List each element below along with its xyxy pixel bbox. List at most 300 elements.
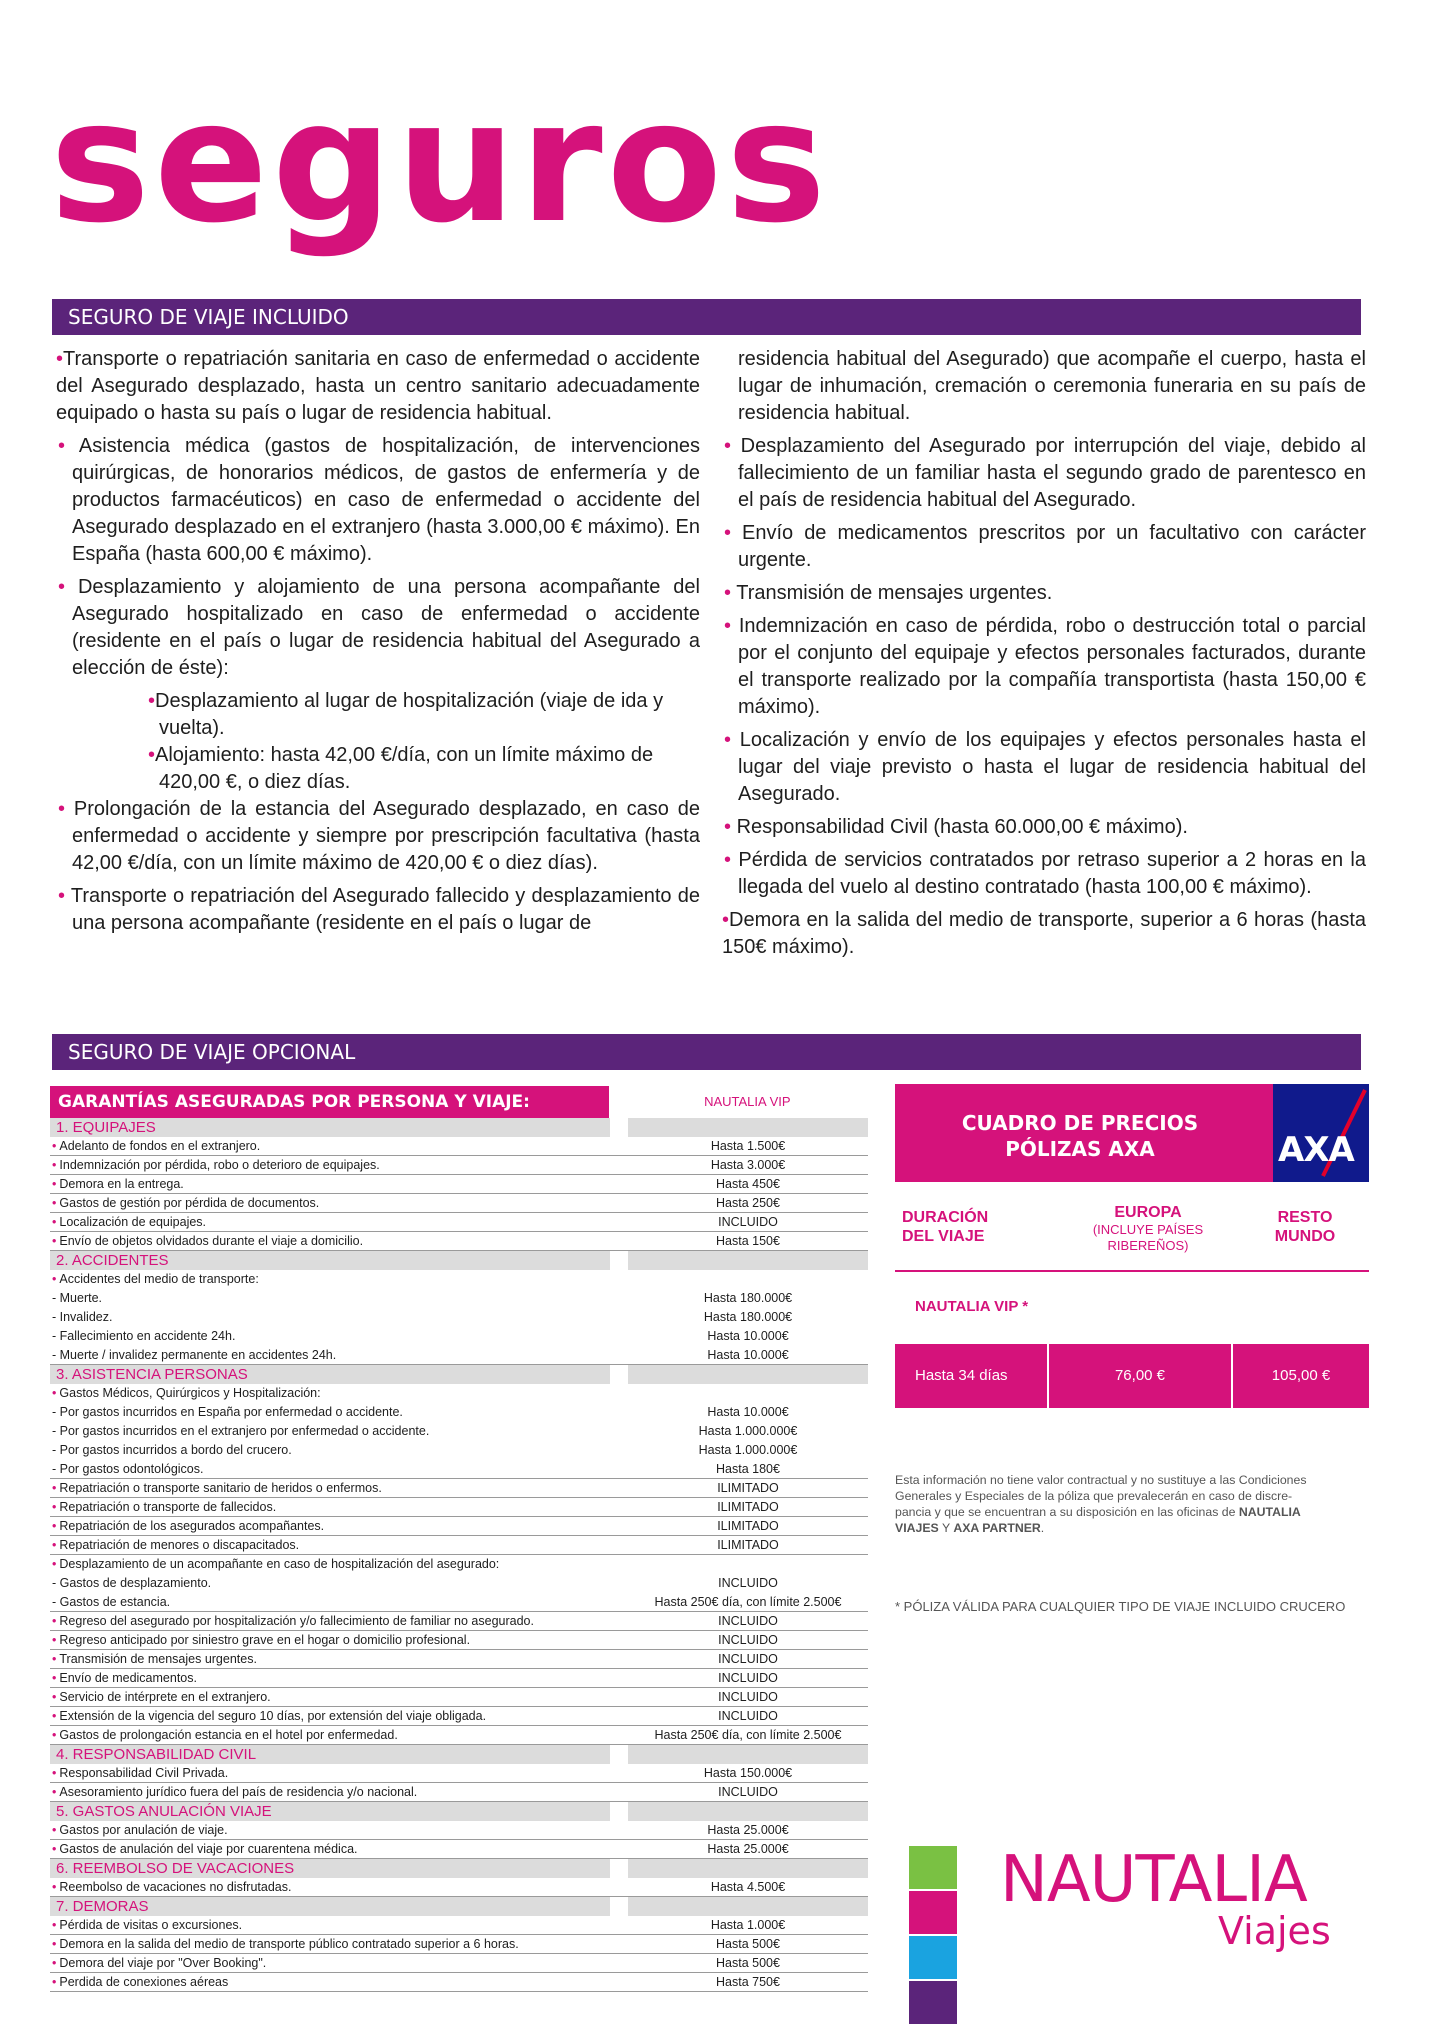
coverage-row bbox=[50, 1726, 868, 1745]
included-left-item-text: Alojamiento: hasta 42,00 €/día, con un límite máximo de 420,00 €, o diez días. bbox=[155, 744, 654, 793]
included-left-item bbox=[56, 883, 700, 937]
included-left-item-text: Asistencia médica (gastos de hospitalización, de intervenciones quirúrgicas, de honorarios médicos, de gastos de enfermería y de productos farmacéuticos) en caso de enfermedad o accidente del Asegurado desplazado en el extranjero (hasta 3.000,00 € máximo). En España (hasta 600,00 € máximo). bbox=[72, 435, 701, 565]
bullet-icon: • bbox=[52, 1937, 57, 1951]
coverage-category-row bbox=[50, 1802, 868, 1821]
coverage-value: Hasta 500€ bbox=[716, 1956, 780, 1970]
coverage-value: Hasta 450€ bbox=[716, 1177, 780, 1191]
rest-column-header bbox=[1262, 1208, 1348, 1246]
coverage-value: Hasta 1.000.000€ bbox=[698, 1443, 798, 1457]
coverage-value: Hasta 10.000€ bbox=[707, 1329, 789, 1343]
bullet-icon: • bbox=[52, 1614, 57, 1628]
coverage-table-title: GARANTÍAS ASEGURADAS POR PERSONA Y VIAJE: bbox=[50, 1086, 609, 1118]
coverage-label-text: Localización de equipajes. bbox=[59, 1215, 207, 1229]
included-right-item bbox=[722, 346, 1366, 427]
coverage-label bbox=[50, 1308, 610, 1327]
coverage-label-text: Accidentes del medio de transporte: bbox=[59, 1272, 259, 1286]
coverage-category-row bbox=[50, 1251, 868, 1270]
bullet-icon: • bbox=[52, 1386, 57, 1400]
coverage-row bbox=[50, 1156, 868, 1175]
coverage-row bbox=[50, 1764, 868, 1783]
coverage-label bbox=[50, 1555, 610, 1574]
coverage-label bbox=[50, 1726, 610, 1744]
coverage-label bbox=[50, 1783, 610, 1801]
included-right-item-text: Transmisión de mensajes urgentes. bbox=[736, 582, 1053, 604]
bullet-icon: • bbox=[52, 1196, 57, 1210]
coverage-row bbox=[50, 1650, 868, 1669]
coverage-label bbox=[50, 1612, 610, 1630]
coverage-label bbox=[50, 1878, 610, 1896]
disclaimer-brand-axa: AXA PARTNER bbox=[953, 1521, 1041, 1535]
coverage-value: Hasta 3.000€ bbox=[710, 1158, 786, 1172]
coverage-label bbox=[50, 1346, 610, 1364]
price-duration-cell: Hasta 34 días bbox=[895, 1344, 1047, 1408]
coverage-label bbox=[50, 1954, 610, 1972]
included-left-item bbox=[56, 574, 700, 682]
coverage-value: Hasta 1.000€ bbox=[710, 1918, 786, 1932]
coverage-value: INCLUIDO bbox=[718, 1690, 778, 1704]
bullet-icon: • bbox=[52, 1823, 57, 1837]
coverage-category-label bbox=[50, 1745, 610, 1764]
coverage-row bbox=[50, 1783, 868, 1802]
optional-section-bar: SEGURO DE VIAJE OPCIONAL bbox=[52, 1034, 1361, 1070]
coverage-value bbox=[628, 1365, 868, 1384]
coverage-label bbox=[50, 1384, 610, 1403]
bullet-icon: • bbox=[52, 1956, 57, 1970]
included-right-item-text: residencia habitual del Asegurado) que acompañe el cuerpo, hasta el lugar de inhumación, cremación o ceremonia funeraria en su país de residencia habitual. bbox=[738, 348, 1366, 424]
coverage-row bbox=[50, 1403, 868, 1422]
bullet-icon: • bbox=[724, 849, 732, 871]
coverage-row bbox=[50, 1213, 868, 1232]
coverage-label-text: - Por gastos incurridos en el extranjero por enfermedad o accidente. bbox=[52, 1424, 430, 1438]
price-box-title bbox=[950, 1110, 1210, 1162]
coverage-label-text: - Invalidez. bbox=[52, 1310, 113, 1324]
coverage-value: Hasta 750€ bbox=[716, 1975, 780, 1989]
disclaimer-line-1: Esta información no tiene valor contractual y no sustituye a las Condiciones bbox=[895, 1473, 1307, 1487]
coverage-value bbox=[628, 1802, 868, 1821]
rest-header-line-2: MUNDO bbox=[1274, 1228, 1336, 1245]
coverage-label bbox=[50, 1707, 610, 1725]
included-right-item-text: Pérdida de servicios contratados por retraso superior a 2 horas en la llegada del vuelo al destino contratado (hasta 100,00 € máximo). bbox=[738, 849, 1367, 898]
coverage-value bbox=[628, 1270, 868, 1289]
coverage-category-label bbox=[50, 1365, 610, 1384]
coverage-label-text: - Fallecimiento en accidente 24h. bbox=[52, 1329, 236, 1343]
coverage-row bbox=[50, 1935, 868, 1954]
included-right-item bbox=[722, 433, 1366, 514]
bullet-icon: • bbox=[52, 1234, 57, 1248]
price-plan-label: NAUTALIA VIP * bbox=[915, 1298, 1029, 1315]
coverage-category-label bbox=[50, 1897, 610, 1916]
plan-column-header: NAUTALIA VIP bbox=[704, 1094, 791, 1109]
bullet-icon: • bbox=[52, 1139, 57, 1153]
coverage-row bbox=[50, 1460, 868, 1479]
included-right-item-text: Indemnización en caso de pérdida, robo o destrucción total o parcial por el conjunto del equipaje y efectos personales facturados, durante el transporte realizado por la compañía transportista (hasta 150,00 € máximo). bbox=[738, 615, 1366, 718]
coverage-rows bbox=[50, 1118, 868, 1992]
included-left-item bbox=[56, 433, 700, 568]
coverage-label-text: - Por gastos incurridos a bordo del crucero. bbox=[52, 1443, 292, 1457]
price-europe-cell: 76,00 € bbox=[1049, 1344, 1231, 1408]
coverage-label-text: 6. REEMBOLSO DE VACACIONES bbox=[56, 1860, 295, 1877]
included-left-item-text: Prolongación de la estancia del Asegurado desplazado, en caso de enfermedad o accidente y siempre por prescripción facultativa (hasta 42,00 €/día, con un límite máximo de 420,00 € o diez días). bbox=[72, 798, 700, 874]
coverage-label bbox=[50, 1935, 610, 1953]
included-left-item-text: Transporte o repatriación del Asegurado fallecido y desplazamiento de una persona acompañante (residente en el país o lugar de bbox=[70, 885, 700, 934]
coverage-label-text: Asesoramiento jurídico fuera del país de residencia y/o nacional. bbox=[59, 1785, 418, 1799]
bullet-icon: • bbox=[52, 1481, 57, 1495]
included-right-item-text: Responsabilidad Civil (hasta 60.000,00 € máximo). bbox=[736, 816, 1188, 838]
coverage-row bbox=[50, 1384, 868, 1403]
coverage-value: ILIMITADO bbox=[717, 1481, 779, 1495]
coverage-row bbox=[50, 1631, 868, 1650]
europe-header-line: EUROPA bbox=[1114, 1204, 1182, 1221]
coverage-row bbox=[50, 1232, 868, 1251]
coverage-label-text: 3. ASISTENCIA PERSONAS bbox=[56, 1366, 248, 1383]
coverage-row bbox=[50, 1688, 868, 1707]
duration-header-line-2: DEL VIAJE bbox=[902, 1228, 985, 1245]
coverage-row bbox=[50, 1555, 868, 1574]
coverage-label bbox=[50, 1593, 610, 1611]
coverage-value bbox=[628, 1118, 868, 1137]
coverage-row bbox=[50, 1498, 868, 1517]
coverage-value: Hasta 4.500€ bbox=[710, 1880, 786, 1894]
coverage-label bbox=[50, 1175, 610, 1193]
logo-stripe bbox=[909, 1981, 957, 2024]
bullet-icon: • bbox=[724, 729, 732, 751]
coverage-label-text: Extensión de la vigencia del seguro 10 días, por extensión del viaje obligada. bbox=[59, 1709, 487, 1723]
coverage-row bbox=[50, 1137, 868, 1156]
bullet-icon: • bbox=[52, 1158, 57, 1172]
disclaimer-and: Y bbox=[938, 1521, 954, 1535]
bullet-icon: • bbox=[58, 576, 66, 598]
coverage-value: Hasta 25.000€ bbox=[707, 1842, 789, 1856]
coverage-value: Hasta 1.000.000€ bbox=[698, 1424, 798, 1438]
coverage-row bbox=[50, 1878, 868, 1897]
coverage-table-header bbox=[50, 1086, 868, 1118]
coverage-label bbox=[50, 1821, 610, 1839]
coverage-label bbox=[50, 1840, 610, 1858]
europe-header-sub-2: RIBEREÑOS) bbox=[1107, 1238, 1189, 1253]
included-left-item bbox=[56, 796, 700, 877]
coverage-row bbox=[50, 1270, 868, 1289]
coverage-row bbox=[50, 1707, 868, 1726]
coverage-label-text: Gastos por anulación de viaje. bbox=[59, 1823, 228, 1837]
disclaimer-line-4 bbox=[895, 1520, 1365, 1536]
coverage-value: Hasta 180€ bbox=[716, 1462, 780, 1476]
nautalia-logo-name: NAUTALIA bbox=[1000, 1843, 1307, 1917]
price-disclaimer bbox=[895, 1472, 1365, 1536]
coverage-value: Hasta 250€ bbox=[716, 1196, 780, 1210]
poliza-footnote: * PÓLIZA VÁLIDA PARA CUALQUIER TIPO DE VIAJE INCLUIDO CRUCERO bbox=[895, 1599, 1346, 1614]
coverage-row bbox=[50, 1327, 868, 1346]
coverage-label-text: Transmisión de mensajes urgentes. bbox=[59, 1652, 257, 1666]
coverage-row bbox=[50, 1536, 868, 1555]
bullet-icon: • bbox=[148, 690, 156, 712]
bullet-icon: • bbox=[52, 1500, 57, 1514]
coverage-label-text: Gastos de gestión por pérdida de documentos. bbox=[59, 1196, 320, 1210]
coverage-label bbox=[50, 1289, 610, 1308]
included-left-item-text: Transporte o repatriación sanitaria en caso de enfermedad o accidente del Asegurado desplazado, hasta un centro sanitario adecuadamente equipado o hasta su país o lugar de residencia habitual. bbox=[56, 348, 700, 424]
coverage-label bbox=[50, 1460, 610, 1478]
included-left-item-text: Desplazamiento y alojamiento de una persona acompañante del Asegurado hospitalizado en caso de enfermedad o accidente (residente en el país o lugar de residencia habitual del Asegurado a elección de éste): bbox=[72, 576, 700, 679]
coverage-label bbox=[50, 1441, 610, 1460]
europe-column-header bbox=[1078, 1203, 1218, 1254]
coverage-label-text: Repatriación de los asegurados acompañantes. bbox=[59, 1519, 325, 1533]
coverage-value: INCLUIDO bbox=[718, 1671, 778, 1685]
bullet-icon: • bbox=[52, 1880, 57, 1894]
coverage-label-text: - Por gastos odontológicos. bbox=[52, 1462, 204, 1476]
bullet-icon: • bbox=[722, 909, 730, 931]
coverage-row bbox=[50, 1612, 868, 1631]
bullet-icon: • bbox=[52, 1215, 57, 1229]
coverage-value: Hasta 500€ bbox=[716, 1937, 780, 1951]
coverage-label-text: Repatriación o transporte sanitario de heridos o enfermos. bbox=[59, 1481, 382, 1495]
coverage-label bbox=[50, 1479, 610, 1497]
bullet-icon: • bbox=[724, 582, 732, 604]
coverage-value: INCLUIDO bbox=[718, 1785, 778, 1799]
coverage-label-text: 5. GASTOS ANULACIÓN VIAJE bbox=[56, 1803, 272, 1820]
coverage-label-text: Demora del viaje por "Over Booking". bbox=[59, 1956, 267, 1970]
price-title-line-2: PÓLIZAS AXA bbox=[1005, 1137, 1155, 1161]
coverage-value: ILIMITADO bbox=[717, 1500, 779, 1514]
coverage-label-text: 4. RESPONSABILIDAD CIVIL bbox=[56, 1746, 257, 1763]
bullet-icon: • bbox=[52, 1671, 57, 1685]
coverage-table bbox=[50, 1086, 868, 1992]
included-right-item-text: Envío de medicamentos prescritos por un facultativo con carácter urgente. bbox=[738, 522, 1366, 571]
coverage-value: INCLUIDO bbox=[718, 1576, 778, 1590]
bullet-icon: • bbox=[58, 798, 66, 820]
included-right-item-text: Demora en la salida del medio de transporte, superior a 6 horas (hasta 150€ máximo). bbox=[722, 909, 1366, 958]
coverage-label bbox=[50, 1137, 610, 1155]
coverage-row bbox=[50, 1194, 868, 1213]
coverage-row bbox=[50, 1840, 868, 1859]
coverage-label bbox=[50, 1498, 610, 1516]
coverage-category-row bbox=[50, 1745, 868, 1764]
included-section-bar: SEGURO DE VIAJE INCLUIDO bbox=[52, 299, 1361, 335]
coverage-label bbox=[50, 1916, 610, 1934]
coverage-label bbox=[50, 1631, 610, 1649]
coverage-label bbox=[50, 1232, 610, 1250]
coverage-label bbox=[50, 1213, 610, 1231]
bullet-icon: • bbox=[724, 435, 732, 457]
coverage-label-text: - Muerte / invalidez permanente en accidentes 24h. bbox=[52, 1348, 337, 1362]
included-right-item bbox=[722, 907, 1366, 961]
included-left-item bbox=[56, 688, 700, 742]
bullet-icon: • bbox=[52, 1766, 57, 1780]
coverage-label-text: Regreso del asegurado por hospitalización y/o fallecimiento de familiar no asegurado. bbox=[59, 1614, 534, 1628]
logo-stripe bbox=[909, 1846, 957, 1889]
coverage-label bbox=[50, 1422, 610, 1441]
coverage-value: Hasta 150€ bbox=[716, 1234, 780, 1248]
included-right-item bbox=[722, 727, 1366, 808]
disclaimer-brand-nautalia: NAUTALIA bbox=[1238, 1505, 1301, 1519]
bullet-icon: • bbox=[52, 1538, 57, 1552]
coverage-value bbox=[628, 1745, 868, 1764]
coverage-value: INCLUIDO bbox=[718, 1709, 778, 1723]
coverage-label-text: Regreso anticipado por siniestro grave en el hogar o domicilio profesional. bbox=[59, 1633, 471, 1647]
coverage-label-text: - Muerte. bbox=[52, 1291, 103, 1305]
coverage-value: Hasta 25.000€ bbox=[707, 1823, 789, 1837]
coverage-label-text: Indemnización por pérdida, robo o deterioro de equipajes. bbox=[59, 1158, 380, 1172]
bullet-icon: • bbox=[52, 1785, 57, 1799]
coverage-label-text: Envío de objetos olvidados durante el viaje a domicilio. bbox=[59, 1234, 364, 1248]
coverage-row bbox=[50, 1346, 868, 1365]
bullet-icon: • bbox=[58, 435, 66, 457]
coverage-value: Hasta 150.000€ bbox=[703, 1766, 793, 1780]
axa-logo-text: AXA bbox=[1278, 1130, 1354, 1170]
duration-column-header bbox=[902, 1208, 988, 1246]
coverage-value: INCLUIDO bbox=[718, 1614, 778, 1628]
coverage-label-text: Repatriación o transporte de fallecidos. bbox=[59, 1500, 277, 1514]
included-left-column bbox=[56, 346, 700, 943]
price-title-line-1: CUADRO DE PRECIOS bbox=[961, 1111, 1199, 1135]
coverage-row bbox=[50, 1289, 868, 1308]
disclaimer-end: . bbox=[1040, 1521, 1045, 1535]
coverage-category-row bbox=[50, 1365, 868, 1384]
coverage-label bbox=[50, 1327, 610, 1346]
coverage-value bbox=[628, 1859, 868, 1878]
coverage-row bbox=[50, 1574, 868, 1593]
bullet-icon: • bbox=[52, 1652, 57, 1666]
coverage-label-text: Responsabilidad Civil Privada. bbox=[59, 1766, 229, 1780]
included-right-item-text: Localización y envío de los equipajes y efectos personales hasta el lugar del viaje previsto o hasta el lugar de residencia habitual del Asegurado. bbox=[738, 729, 1366, 805]
bullet-icon: • bbox=[58, 885, 66, 907]
coverage-label-text: 7. DEMORAS bbox=[56, 1898, 149, 1915]
coverage-label-text: Demora en la entrega. bbox=[59, 1177, 184, 1191]
coverage-row bbox=[50, 1954, 868, 1973]
logo-stripe bbox=[909, 1891, 957, 1934]
coverage-value: Hasta 250€ día, con límite 2.500€ bbox=[654, 1728, 842, 1742]
europe-header-sub-1: (INCLUYE PAÍSES bbox=[1092, 1222, 1204, 1237]
axa-logo bbox=[1273, 1084, 1369, 1182]
included-left-item bbox=[56, 346, 700, 427]
bullet-icon: • bbox=[52, 1709, 57, 1723]
bullet-icon: • bbox=[52, 1633, 57, 1647]
bullet-icon: • bbox=[52, 1690, 57, 1704]
disclaimer-line-3 bbox=[895, 1504, 1365, 1520]
coverage-value: ILIMITADO bbox=[717, 1519, 779, 1533]
bullet-icon: • bbox=[52, 1519, 57, 1533]
coverage-label-text: Gastos de anulación del viaje por cuarentena médica. bbox=[59, 1842, 358, 1856]
coverage-row bbox=[50, 1175, 868, 1194]
coverage-row bbox=[50, 1669, 868, 1688]
included-right-column bbox=[722, 346, 1366, 967]
duration-header-line-1: DURACIÓN bbox=[902, 1209, 989, 1226]
coverage-label-text: Perdida de conexiones aéreas bbox=[59, 1975, 229, 1989]
rest-header-line-1: RESTO bbox=[1277, 1209, 1333, 1226]
included-right-item bbox=[722, 520, 1366, 574]
coverage-category-label bbox=[50, 1118, 610, 1137]
coverage-label bbox=[50, 1156, 610, 1174]
bullet-icon: • bbox=[52, 1842, 57, 1856]
coverage-row bbox=[50, 1308, 868, 1327]
bullet-icon: • bbox=[52, 1557, 57, 1571]
coverage-label bbox=[50, 1517, 610, 1535]
coverage-label-text: Repatriación de menores o discapacitados. bbox=[59, 1538, 300, 1552]
coverage-label bbox=[50, 1194, 610, 1212]
bullet-icon: • bbox=[724, 522, 732, 544]
bullet-icon: • bbox=[52, 1975, 57, 1989]
coverage-category-row bbox=[50, 1859, 868, 1878]
bullet-icon: • bbox=[724, 816, 732, 838]
included-left-item bbox=[56, 742, 700, 796]
coverage-value bbox=[628, 1897, 868, 1916]
coverage-label-text: Pérdida de visitas o excursiones. bbox=[59, 1918, 243, 1932]
disclaimer-line-3-text: pancia y que se encuentran a su disposición en las oficinas de bbox=[895, 1505, 1239, 1519]
coverage-label-text: Adelanto de fondos en el extranjero. bbox=[59, 1139, 261, 1153]
coverage-label-text: - Gastos de desplazamiento. bbox=[52, 1576, 212, 1590]
bullet-icon: • bbox=[52, 1177, 57, 1191]
coverage-row bbox=[50, 1593, 868, 1612]
coverage-label-text: Desplazamiento de un acompañante en caso de hospitalización del asegurado: bbox=[59, 1557, 500, 1571]
bullet-icon: • bbox=[148, 744, 156, 766]
price-divider bbox=[895, 1270, 1369, 1272]
coverage-label-text: - Gastos de estancia. bbox=[52, 1595, 171, 1609]
bullet-icon: • bbox=[52, 1728, 57, 1742]
coverage-category-label bbox=[50, 1859, 610, 1878]
coverage-label-text: Gastos Médicos, Quirúrgicos y Hospitalización: bbox=[59, 1386, 321, 1400]
included-right-item bbox=[722, 580, 1366, 607]
nautalia-logo-sub: Viajes bbox=[1218, 1909, 1331, 1953]
coverage-value: INCLUIDO bbox=[718, 1215, 778, 1229]
included-right-item-text: Desplazamiento del Asegurado por interrupción del viaje, debido al fallecimiento de un familiar hasta el segundo grado de parentesco en el país de residencia habitual del Asegurado. bbox=[738, 435, 1366, 511]
coverage-label-text: Envío de medicamentos. bbox=[59, 1671, 197, 1685]
coverage-row bbox=[50, 1517, 868, 1536]
coverage-value: Hasta 250€ día, con límite 2.500€ bbox=[654, 1595, 842, 1609]
coverage-row bbox=[50, 1821, 868, 1840]
coverage-value: ILIMITADO bbox=[717, 1538, 779, 1552]
price-box-header bbox=[895, 1084, 1369, 1182]
coverage-label bbox=[50, 1764, 610, 1782]
coverage-category-label bbox=[50, 1802, 610, 1821]
coverage-label-text: - Por gastos incurridos en España por enfermedad o accidente. bbox=[52, 1405, 403, 1419]
coverage-value bbox=[628, 1555, 868, 1574]
coverage-label bbox=[50, 1688, 610, 1706]
coverage-label-text: 1. EQUIPAJES bbox=[56, 1119, 156, 1136]
included-right-item bbox=[722, 613, 1366, 721]
coverage-value: INCLUIDO bbox=[718, 1633, 778, 1647]
coverage-label bbox=[50, 1574, 610, 1593]
included-right-item bbox=[722, 814, 1366, 841]
included-left-item-text: Desplazamiento al lugar de hospitalización (viaje de ida y vuelta). bbox=[155, 690, 664, 739]
coverage-value: Hasta 180.000€ bbox=[703, 1310, 793, 1324]
coverage-value: Hasta 10.000€ bbox=[707, 1405, 789, 1419]
included-right-item bbox=[722, 847, 1366, 901]
coverage-label bbox=[50, 1669, 610, 1687]
coverage-row bbox=[50, 1973, 868, 1992]
coverage-category-row bbox=[50, 1897, 868, 1916]
bullet-icon: • bbox=[724, 615, 732, 637]
bullet-icon: • bbox=[56, 348, 64, 370]
coverage-value: Hasta 180.000€ bbox=[703, 1291, 793, 1305]
page-title: seguros bbox=[50, 64, 831, 260]
coverage-row bbox=[50, 1422, 868, 1441]
coverage-label-text: Gastos de prolongación estancia en el hotel por enfermedad. bbox=[59, 1728, 398, 1742]
coverage-value: INCLUIDO bbox=[718, 1652, 778, 1666]
logo-stripe bbox=[909, 1936, 957, 1979]
coverage-row bbox=[50, 1441, 868, 1460]
coverage-label bbox=[50, 1973, 610, 1991]
disclaimer-line-2: Generales y Especiales de la póliza que prevalecerán en caso de discre- bbox=[895, 1489, 1293, 1503]
coverage-label-text: Demora en la salida del medio de transporte público contratado superior a 6 horas. bbox=[59, 1937, 519, 1951]
price-row bbox=[895, 1344, 1369, 1408]
coverage-value bbox=[628, 1251, 868, 1270]
coverage-label bbox=[50, 1536, 610, 1554]
coverage-row bbox=[50, 1479, 868, 1498]
price-rest-cell: 105,00 € bbox=[1233, 1344, 1369, 1408]
disclaimer-brand-viajes: VIAJES bbox=[895, 1521, 939, 1535]
bullet-icon: • bbox=[52, 1272, 57, 1286]
coverage-value: Hasta 10.000€ bbox=[707, 1348, 789, 1362]
coverage-label-text: Servicio de intérprete en el extranjero. bbox=[59, 1690, 271, 1704]
coverage-label bbox=[50, 1270, 610, 1289]
